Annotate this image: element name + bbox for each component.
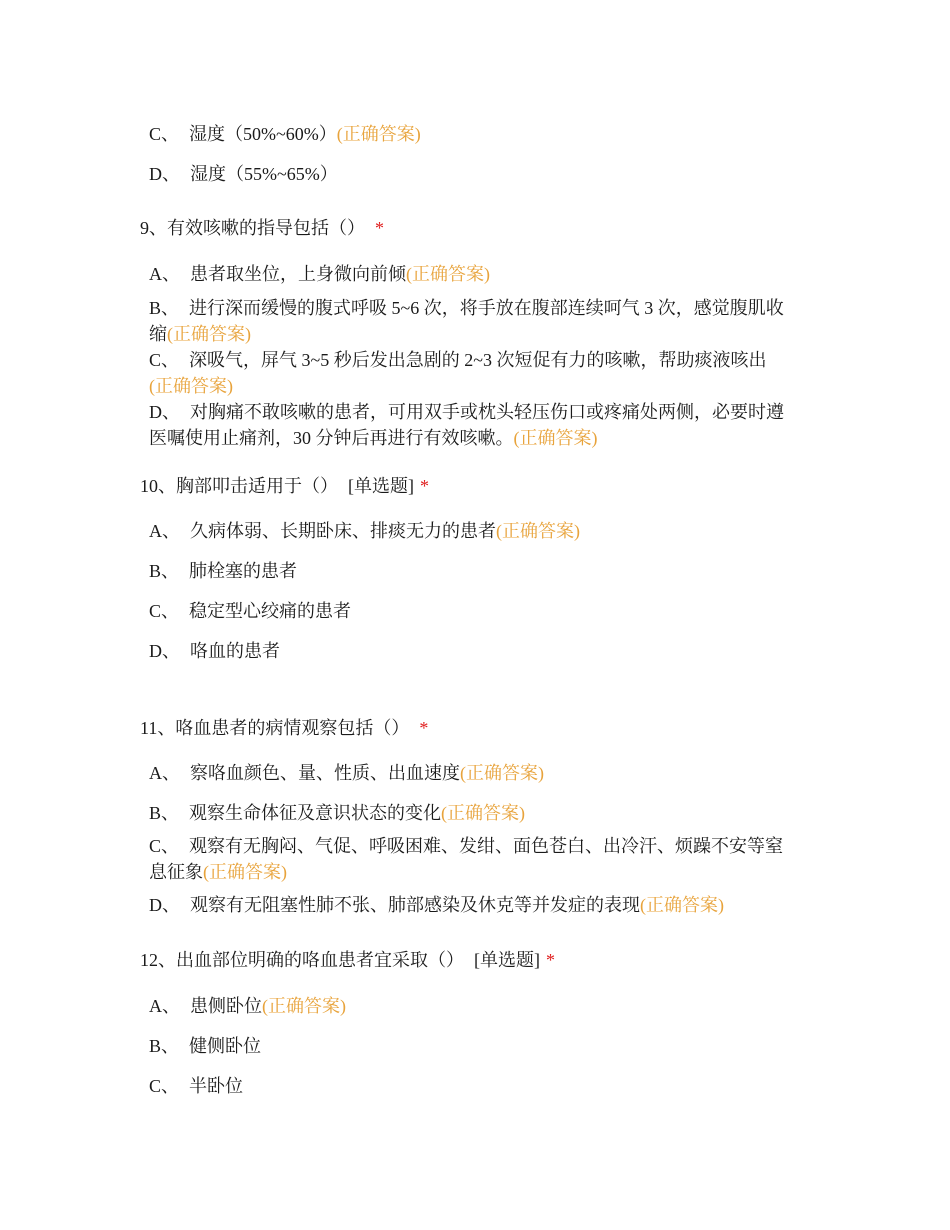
option-key: D、 — [149, 164, 180, 184]
question-title: 11、咯血患者的病情观察包括（） — [140, 718, 410, 738]
question-title: 9、有效咳嗽的指导包括（） — [140, 218, 365, 238]
q9-option-d-cont — [149, 425, 598, 451]
required-star: * — [546, 950, 555, 970]
option-text: 患者取坐位，上身微向前倾 — [190, 264, 406, 284]
correct-answer-label: (正确答案) — [406, 264, 490, 284]
q9-option-a — [149, 261, 490, 287]
required-star: * — [375, 218, 384, 238]
correct-answer-label: (正确答案) — [496, 521, 580, 541]
correct-answer-label: (正确答案) — [167, 324, 251, 344]
option-key: C、 — [149, 601, 180, 621]
question-title: 12、出血部位明确的咯血患者宜采取（） — [140, 950, 464, 970]
q12-option-b — [149, 1033, 261, 1059]
option-text-cont: 缩 — [149, 324, 167, 344]
q9-option-b-cont — [149, 321, 251, 347]
q9-option-c — [149, 347, 767, 373]
q8-option-c — [149, 121, 421, 147]
q11-option-d — [149, 892, 724, 918]
option-key: D、 — [149, 895, 180, 915]
required-star: * — [419, 718, 429, 738]
correct-answer-label: (正确答案) — [262, 996, 346, 1016]
question-title: 10、胸部叩击适用于（） — [140, 476, 338, 496]
q11-option-a — [149, 760, 544, 786]
option-text: 观察生命体征及意识状态的变化 — [189, 803, 442, 823]
option-text: 察咯血颜色、量、性质、出血速度 — [190, 763, 460, 783]
q9-option-d — [149, 399, 784, 425]
q11-option-c-cont — [149, 859, 287, 885]
option-text: 对胸痛不敢咳嗽的患者，可用双手或枕头轻压伤口或疼痛处两侧，必要时遵 — [190, 402, 784, 422]
option-key: C、 — [149, 836, 180, 856]
required-star: * — [420, 476, 429, 496]
option-text: 湿度（55%~65%） — [190, 164, 338, 184]
question-type-tag: [单选题] — [474, 950, 540, 970]
correct-answer-label: (正确答案) — [460, 763, 544, 783]
q11-option-b — [149, 800, 525, 826]
correct-answer-label: (正确答案) — [640, 895, 724, 915]
question-type-tag: [单选题] — [348, 476, 414, 496]
option-key: B、 — [149, 561, 180, 581]
q10-option-c — [149, 598, 351, 624]
correct-answer-label: (正确答案) — [336, 124, 421, 144]
q10-option-a — [149, 518, 580, 544]
option-text: 观察有无阻塞性肺不张、肺部感染及休克等并发症的表现 — [190, 895, 640, 915]
q9-option-c-cont — [149, 373, 233, 399]
option-key: C、 — [149, 1076, 180, 1096]
option-key: B、 — [149, 803, 180, 823]
q12-title — [140, 947, 555, 973]
option-text-cont: 医嘱使用止痛剂，30 分钟后再进行有效咳嗽。 — [149, 428, 514, 448]
option-key: A、 — [149, 996, 180, 1016]
correct-answer-label: (正确答案) — [441, 803, 526, 823]
option-key: A、 — [149, 763, 180, 783]
correct-answer-label: (正确答案) — [149, 376, 233, 396]
option-key: C、 — [149, 350, 180, 370]
option-text: 湿度（50%~60%） — [189, 124, 337, 144]
correct-answer-label: (正确答案) — [203, 862, 287, 882]
option-text: 深吸气，屏气 3~5 秒后发出急剧的 2~3 次短促有力的咳嗽，帮助痰液咳出 — [189, 350, 767, 370]
option-key: B、 — [149, 298, 180, 318]
option-text: 观察有无胸闷、气促、呼吸困难、发绀、面色苍白、出冷汗、烦躁不安等窒 — [189, 836, 784, 856]
q8-option-d — [149, 161, 338, 187]
correct-answer-label: (正确答案) — [513, 428, 598, 448]
option-key: B、 — [149, 1036, 180, 1056]
q10-option-b — [149, 558, 297, 584]
option-key: A、 — [149, 264, 180, 284]
option-text: 稳定型心绞痛的患者 — [189, 601, 352, 621]
option-key: D、 — [149, 641, 180, 661]
option-text-cont: 息征象 — [149, 862, 203, 882]
q11-option-c — [149, 833, 783, 859]
option-key: C、 — [149, 124, 180, 144]
q12-option-c — [149, 1073, 243, 1099]
q9-title — [140, 215, 384, 241]
option-key: A、 — [149, 521, 180, 541]
q10-title — [140, 473, 429, 499]
option-text: 半卧位 — [189, 1076, 244, 1096]
option-text: 咯血的患者 — [190, 641, 280, 661]
option-text: 久病体弱、长期卧床、排痰无力的患者 — [190, 521, 496, 541]
option-text: 肺栓塞的患者 — [189, 561, 298, 581]
q10-option-d — [149, 638, 280, 664]
q9-option-b — [149, 295, 784, 321]
option-text: 进行深而缓慢的腹式呼吸 5~6 次，将手放在腹部连续呵气 3 次，感觉腹肌收 — [189, 298, 784, 318]
option-key: D、 — [149, 402, 180, 422]
q11-title — [140, 715, 428, 741]
option-text: 患侧卧位 — [190, 996, 262, 1016]
q12-option-a — [149, 993, 346, 1019]
option-text: 健侧卧位 — [189, 1036, 262, 1056]
